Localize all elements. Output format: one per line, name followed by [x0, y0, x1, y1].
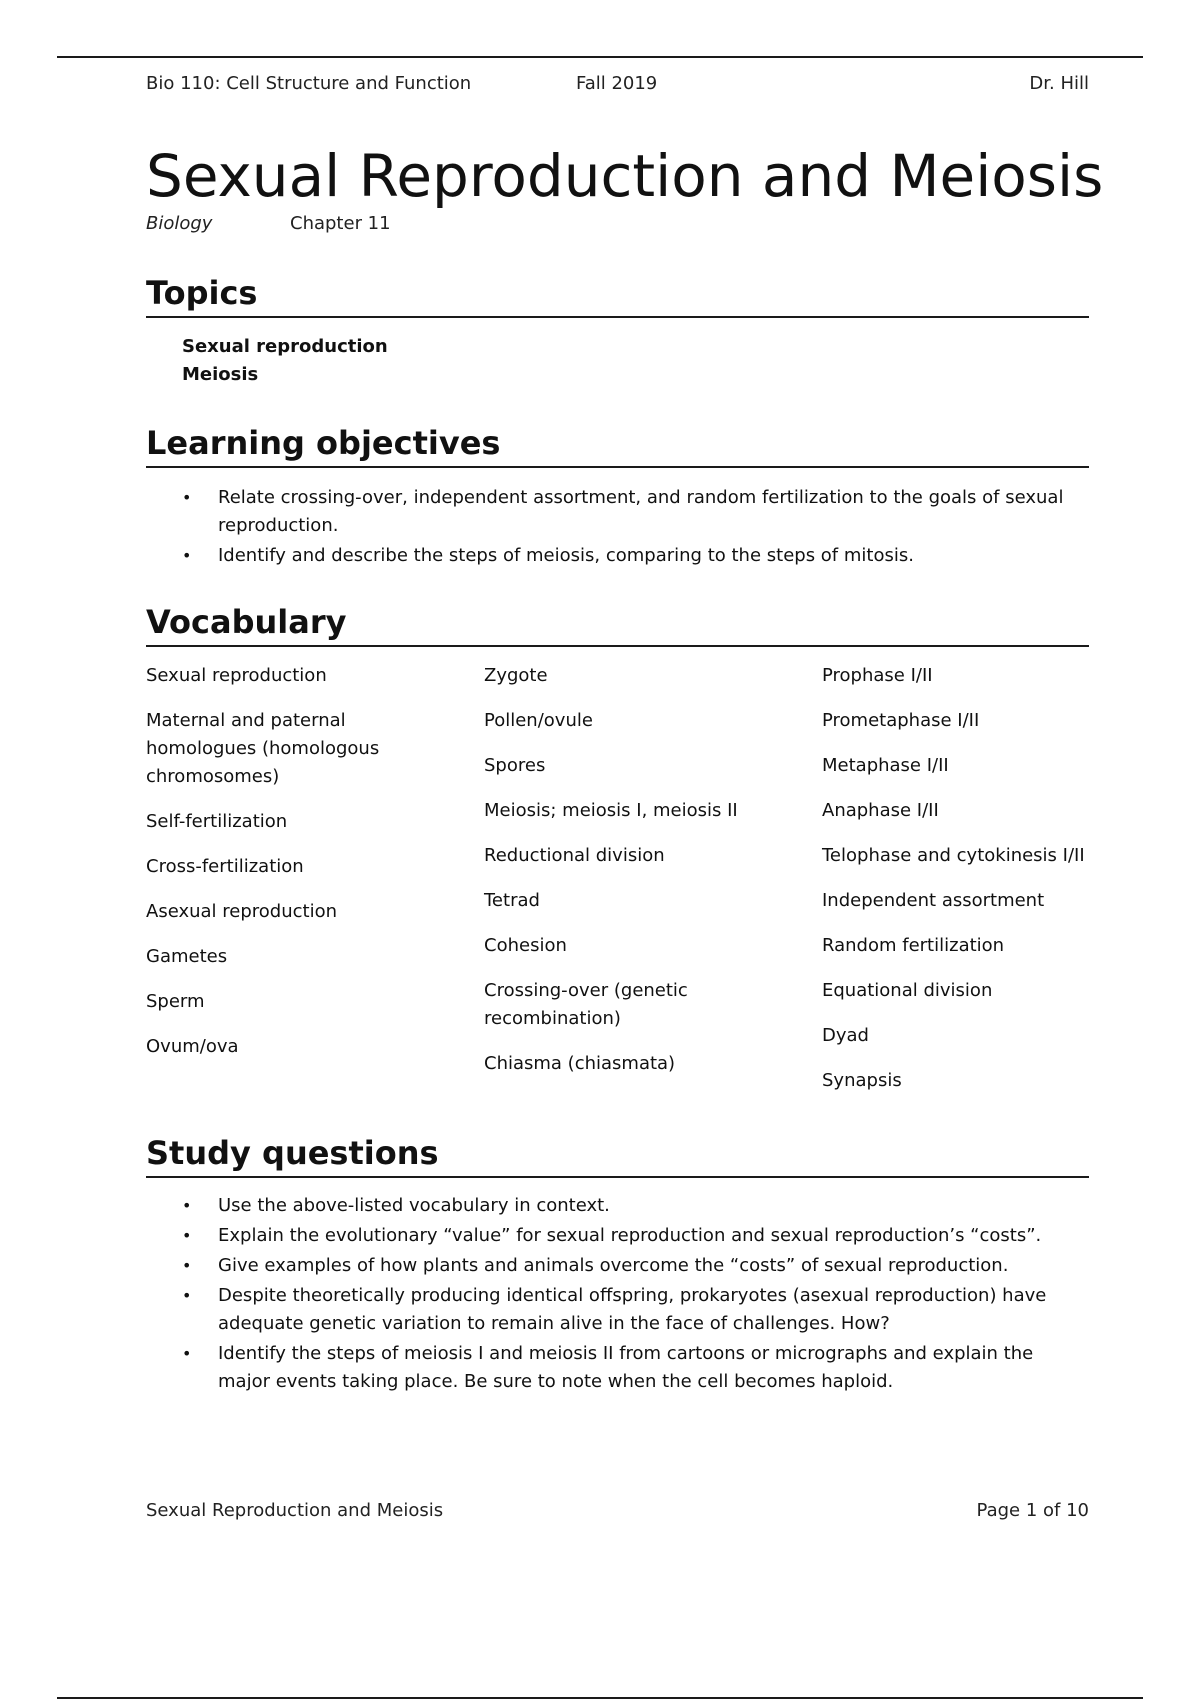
vocab-term: Crossing-over (genetic recombination): [484, 980, 688, 1029]
bullet-icon: •: [182, 1286, 192, 1305]
page-number: Page 1 of 10: [976, 1500, 1089, 1521]
vocab-term: Prometaphase I/II: [822, 710, 980, 731]
vocab-term: Independent assortment: [822, 890, 1045, 911]
term: Fall 2019: [576, 73, 658, 94]
running-footer: [146, 1500, 1089, 1526]
study-questions-heading: Study questions: [146, 1134, 1089, 1178]
objectives-list: [146, 484, 1089, 572]
bullet-icon: •: [182, 546, 192, 565]
bullet-icon: •: [182, 1196, 192, 1215]
study-question-text: Give examples of how plants and animals overcome the “costs” of sexual reproduction.: [218, 1255, 1009, 1276]
study-questions-list: [146, 1192, 1089, 1398]
bullet-icon: •: [182, 1226, 192, 1245]
vocabulary-column-1: [146, 662, 446, 1078]
bullet-icon: •: [182, 488, 192, 507]
topics-heading: Topics: [146, 274, 1089, 318]
study-question: [146, 1192, 1089, 1220]
study-question-text: Explain the evolutionary “value” for sexual reproduction and sexual reproduction’s “costs”.: [218, 1225, 1042, 1246]
vocabulary-column-3: [822, 662, 1142, 1112]
study-question: [146, 1222, 1089, 1250]
vocab-term: Cross-fertilization: [146, 856, 304, 877]
vocab-term: Chiasma (chiasmata): [484, 1053, 676, 1074]
vocab-term: Asexual reproduction: [146, 901, 337, 922]
running-header: [146, 73, 1089, 99]
study-question: [146, 1252, 1089, 1280]
study-question: [146, 1340, 1089, 1396]
bottom-page-rule: [57, 1697, 1143, 1699]
course-name: Bio 110: Cell Structure and Function: [146, 73, 472, 94]
vocab-term: Reductional division: [484, 845, 665, 866]
topic-item: Sexual reproduction: [182, 336, 388, 357]
chapter-label: Chapter 11: [290, 213, 391, 234]
vocab-term: Anaphase I/II: [822, 800, 939, 821]
top-page-rule: [57, 56, 1143, 58]
vocab-term: Meiosis; meiosis I, meiosis II: [484, 800, 738, 821]
objective-item: [146, 542, 1089, 570]
topics-list: [182, 333, 388, 389]
vocab-term: Dyad: [822, 1025, 869, 1046]
vocab-term: Self-fertilization: [146, 811, 288, 832]
vocab-term: Pollen/ovule: [484, 710, 593, 731]
vocab-term: Sexual reproduction: [146, 665, 327, 686]
vocabulary-column-2: [484, 662, 784, 1095]
study-question-text: Identify the steps of meiosis I and meiosis II from cartoons or micrographs and explain the major events taking place. Be sure to note when the cell becomes haploid.: [218, 1343, 1034, 1392]
vocab-term: Maternal and paternal homologues (homologous chromosomes): [146, 710, 380, 787]
vocab-term: Sperm: [146, 991, 205, 1012]
study-question-text: Use the above-listed vocabulary in context.: [218, 1195, 610, 1216]
vocab-term: Synapsis: [822, 1070, 902, 1091]
study-question-text: Despite theoretically producing identical offspring, prokaryotes (asexual reproduction) have adequate genetic variation to remain alive in the face of challenges. How?: [218, 1285, 1047, 1334]
bullet-icon: •: [182, 1256, 192, 1275]
vocab-term: Equational division: [822, 980, 993, 1001]
vocabulary-heading: Vocabulary: [146, 603, 1089, 647]
vocab-term: Spores: [484, 755, 546, 776]
objectives-heading: Learning objectives: [146, 424, 1089, 468]
vocab-term: Telophase and cytokinesis I/II: [822, 845, 1085, 866]
vocab-term: Zygote: [484, 665, 548, 686]
vocab-term: Random fertilization: [822, 935, 1005, 956]
vocab-term: Prophase I/II: [822, 665, 933, 686]
study-question: [146, 1282, 1089, 1338]
subject-label: Biology: [146, 213, 213, 234]
document-title: Sexual Reproduction and Meiosis: [146, 142, 1104, 210]
topic-item: Meiosis: [182, 364, 259, 385]
bullet-icon: •: [182, 1344, 192, 1363]
vocab-term: Tetrad: [484, 890, 540, 911]
vocab-term: Cohesion: [484, 935, 567, 956]
vocab-term: Metaphase I/II: [822, 755, 949, 776]
objective-item: [146, 484, 1089, 540]
footer-document-name: Sexual Reproduction and Meiosis: [146, 1500, 444, 1521]
objective-text: Identify and describe the steps of meiosis, comparing to the steps of mitosis.: [218, 545, 914, 566]
objective-text: Relate crossing-over, independent assortment, and random fertilization to the goals of sexual reproduction.: [218, 487, 1064, 536]
vocab-term: Ovum/ova: [146, 1036, 239, 1057]
vocab-term: Gametes: [146, 946, 228, 967]
instructor-name: Dr. Hill: [1029, 73, 1089, 94]
